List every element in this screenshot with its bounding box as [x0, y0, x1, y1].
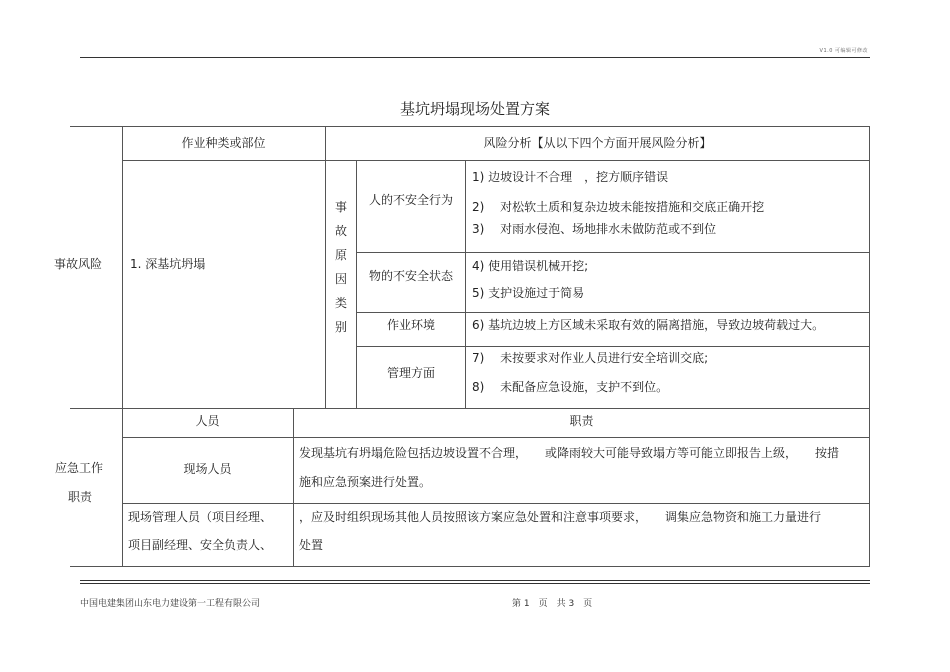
cause-char: 类 — [334, 296, 347, 310]
table-line — [293, 408, 294, 567]
cause-char: 故 — [334, 224, 347, 238]
header-duties: 职责 — [569, 414, 594, 428]
factor-line: 7) 未按要求对作业人员进行安全培训交底; — [472, 351, 709, 365]
duty-text: 施和应急预案进行处置。 — [299, 475, 432, 489]
table-line — [122, 126, 123, 567]
factor-name: 人的不安全行为 — [368, 193, 453, 207]
personnel-name: 项目副经理、安全负责人、 — [128, 538, 273, 552]
factor-line: 6) 基坑边坡上方区域未采取有效的隔离措施，导致边坡荷载过大。 — [472, 318, 825, 332]
cause-char: 原 — [334, 248, 347, 262]
table-line — [70, 408, 870, 409]
factor-line: 3) 对雨水侵泡、场地排水未做防范或不到位 — [472, 222, 717, 236]
footer-page-number: 第 1 页 共 3 页 — [512, 599, 593, 609]
table-line — [122, 503, 870, 504]
duty-text: ，应及时组织现场其他人员按照该方案应急处置和注意事项要求， 调集应急物资和施工力量进行 — [299, 510, 822, 524]
table-border-bottom — [70, 566, 870, 567]
table-line — [122, 437, 870, 438]
cause-char: 因 — [334, 272, 347, 286]
table-line — [356, 346, 870, 347]
cause-category-vertical — [326, 195, 356, 339]
header-work-type: 作业种类或部位 — [181, 136, 266, 150]
factor-name: 管理方面 — [386, 366, 435, 380]
table-line — [122, 160, 870, 161]
duty-section-label: 应急工作 — [55, 461, 104, 475]
page-title: 基坑坍塌现场处置方案 — [399, 100, 550, 118]
header-risk-analysis: 风险分析【从以下四个方面开展风险分析】 — [483, 136, 712, 150]
factor-line: 4) 使用错误机械开挖; — [472, 259, 589, 273]
factor-line: 5) 支护设施过于简易 — [472, 286, 585, 300]
table-line — [356, 252, 870, 253]
header-personnel: 人员 — [195, 414, 220, 428]
factor-line: 8) 未配备应急设施，支护不到位。 — [472, 380, 669, 394]
factor-name: 作业环境 — [386, 318, 435, 332]
footer-company: 中国电建集团山东电力建设第一工程有限公司 — [80, 599, 261, 609]
table-line — [465, 160, 466, 408]
table-border-top — [70, 126, 870, 127]
footer-rule — [80, 583, 870, 584]
cause-char: 别 — [334, 320, 347, 334]
table-line — [356, 312, 870, 313]
footer-rule — [80, 580, 870, 581]
factor-line: 1) 边坡设计不合理 ，挖方顺序错误 — [472, 170, 669, 184]
cause-char: 事 — [334, 200, 347, 214]
duty-section-label: 职责 — [68, 490, 93, 504]
factor-line: 2) 对松软土质和复杂边坡未能按措施和交底正确开挖 — [472, 200, 765, 214]
table-border-right — [869, 126, 870, 567]
work-item: 1. 深基坑坍塌 — [130, 257, 206, 271]
duty-text: 发现基坑有坍塌危险包括边坡设置不合理， 或降雨较大可能导致塌方等可能立即报告上级， 按措 — [299, 446, 840, 460]
header-version-note: V1.0 可编辑可修改 — [819, 48, 868, 54]
personnel-name: 现场管理人员（项目经理、 — [128, 510, 273, 524]
risk-section-label: 事故风险 — [54, 257, 103, 271]
duty-text: 处置 — [299, 538, 324, 552]
factor-name: 物的不安全状态 — [368, 269, 453, 283]
personnel-name: 现场人员 — [183, 462, 232, 476]
